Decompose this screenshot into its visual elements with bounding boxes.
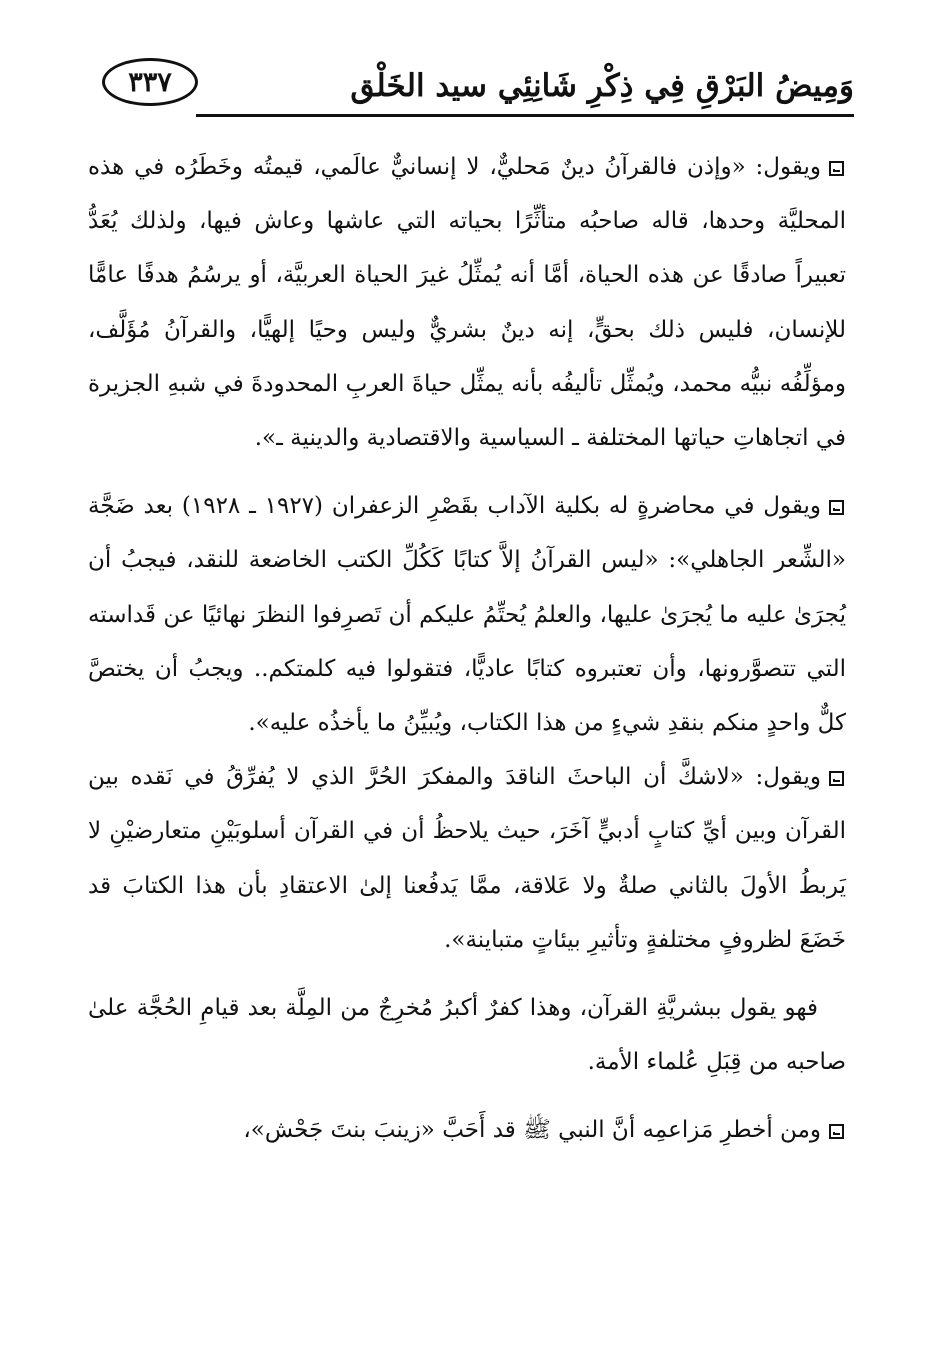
paragraph-text: ويقول: «لاشكَّ أن الباحثَ الناقدَ والمفكرَ الحُرَّ الذي لا يُفرِّقُ في نَقده بين القرآن وبين أيِّ كتابٍ أدبيٍّ آخَرَ، حيث يلاحظُ أن في القرآن أسلوبَيْنِ متعارضيْنِ لا يَربطُ الأولَ بالثاني صلةٌ ولا عَلاقة، ممَّا يَدفُعنا إلىٰ الاعتقادِ بأن هذا الكتابَ قد خَضَعَ لظروفٍ مختلفةٍ وتأثيرِ بيئاتٍ متباينة». <box>88 764 846 953</box>
page-number: ٣٣٧ <box>128 66 172 98</box>
checkbox-bullet-icon <box>829 161 844 176</box>
paragraph-text: ويقول: «وإذن فالقرآنُ دينٌ مَحليٌّ، لا إنسانيٌّ عالَمي، قيمتُه وخَطَرُه في هذه المحليَّة وحدها، قاله صاحبُه متأثِّرًا بحياته التي عاشها وعاش فيها، ولذلك يُعَدُّ تعبيراً صادقًا عن هذه الحياة، أمَّا أنه يُمثِّلُ غيرَ الحياة العربيَّة، أو يرسُمُ هدفًا عامًّا للإنسان، فليس ذلك بحقٍّ، إنه دينٌ بشريٌّ وليس وحيًا إلهيًّا، والقرآنُ مُؤَلَّف، ومؤلِّفُه نبيُّه محمد، ويُمثِّل تأليفُه بأنه يمثِّل حياةَ العربِ المحدودةَ في شبهِ الجزيرة في اتجاهاتِ حياتها المختلفة ـ السياسية والاقتصادية والدينية ـ». <box>88 154 846 452</box>
paragraph <box>88 140 846 465</box>
page-body <box>88 140 846 1158</box>
paragraph <box>88 750 846 967</box>
paragraph-text: ويقول في محاضرةٍ له بكلية الآداب بقَصْرِ الزعفران (١٩٢٧ ـ ١٩٢٨) بعد ضَجَّة «الشِّعر الجاهلي»: «ليس القرآنُ إلاَّ كتابًا كَكُلِّ الكتب الخاضعة للنقد، فيجبُ أن يُجرَىٰ عليه ما يُجرَىٰ عليها، والعلمُ يُحتِّمُ عليكم أن تَصرِفوا النظرَ نهائيًا عن قَداسته التي تتصوَّرونها، وأن تعتبروه كتابًا عاديًّا، فتقولوا فيه كلمتكم.. ويجبُ أن يختصَّ كلٌّ واحدٍ منكم بنقدِ شيءٍ من هذا الكتاب، ويُبيِّنُ ما يأخذُه عليه». <box>88 493 846 737</box>
page-number-badge <box>102 58 198 106</box>
checkbox-bullet-icon <box>829 1124 844 1139</box>
paragraph <box>88 981 846 1089</box>
page-header <box>100 56 854 122</box>
paragraph-text: فهو يقول ببشريَّةِ القرآن، وهذا كفرٌ أكبرُ مُخرِجٌ من المِلَّة بعد قيامِ الحُجَّة علىٰ صاحبه من قِبَلِ عُلماء الأمة. <box>88 995 846 1076</box>
running-title: وَمِيضُ البَرْقِ فِي ذِكْرِ شَانِئِي سيد الخَلْق <box>350 68 854 104</box>
checkbox-bullet-icon <box>829 771 844 786</box>
paragraph-text: ومن أخطرِ مَزاعمِه أنَّ النبي ﷺ قد أَحَبَّ «زينبَ بنتَ جَحْش»، <box>243 1117 821 1144</box>
paragraph <box>88 1103 846 1157</box>
checkbox-bullet-icon <box>829 500 844 515</box>
header-divider <box>196 114 854 117</box>
paragraph <box>88 479 846 750</box>
